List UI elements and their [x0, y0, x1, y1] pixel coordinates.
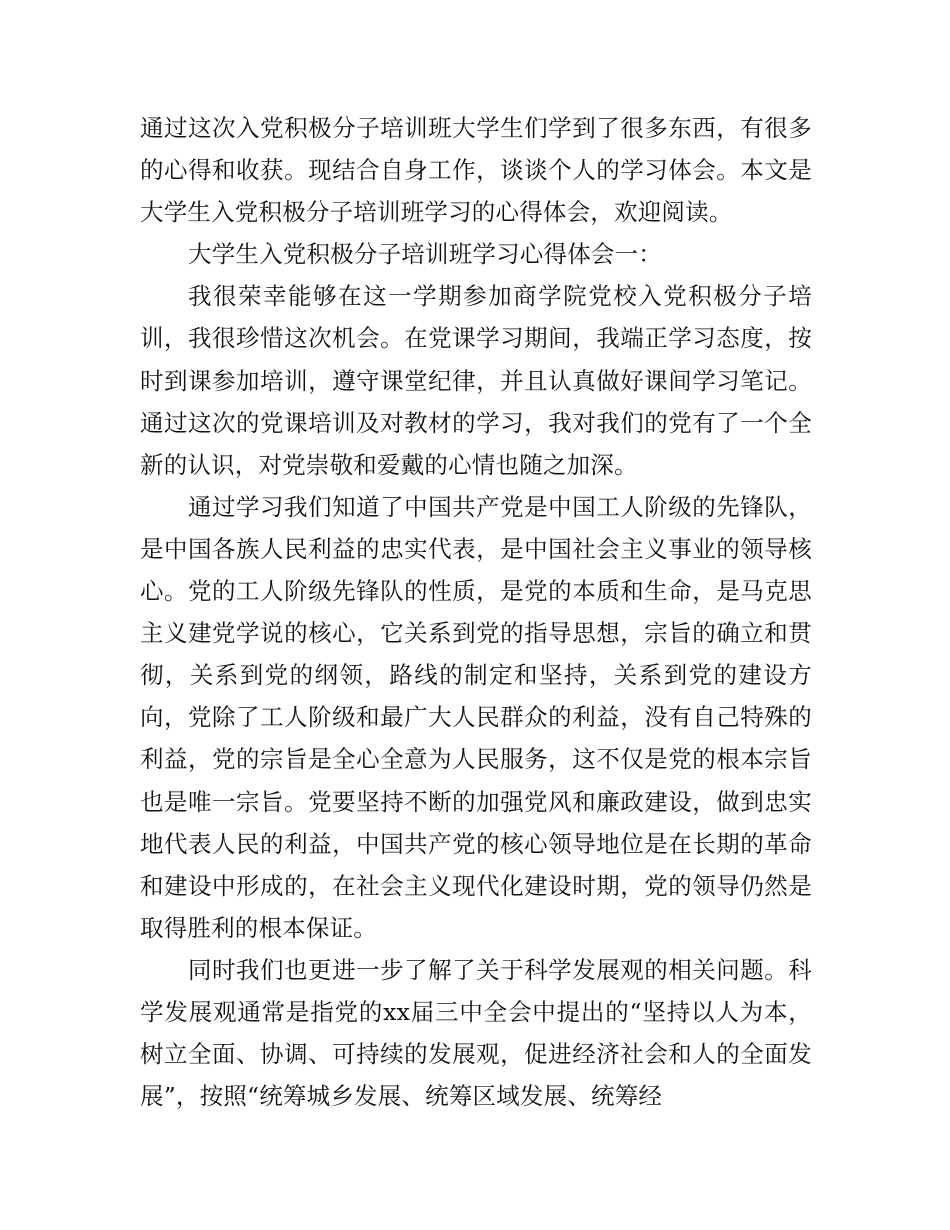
body-paragraph-2: 通过学习我们知道了中国共产党是中国工人阶级的先锋队，是中国各族人民利益的忠实代表，是中国社会主义事业的领导核心。党的工人阶级先锋队的性质，是党的本质和生命，是马克思主义建党学说的核心，它关系到党的指导思想，宗旨的确立和贯彻，关系到党的纲领，路线的制定和坚持，关系到党的建设方向，党除了工人阶级和最广大人民群众的利益，没有自己特殊的利益，党的宗旨是全心全意为人民服务，这不仅是党的根本宗旨也是唯一宗旨。党要坚持不断的加强党风和廉政建设，做到忠实地代表人民的利益，中国共产党的核心领导地位是在长期的革命和建设中形成的，在社会主义现代化建设时期，党的领导仍然是取得胜利的根本保证。: [140, 492, 812, 942]
intro-paragraph: 通过这次入党积极分子培训班大学生们学到了很多东西，有很多的心得和收获。现结合自身工作，谈谈个人的学习体会。本文是大学生入党积极分子培训班学习的心得体会，欢迎阅读。: [140, 114, 812, 227]
body-paragraph-1: 我很荣幸能够在这一学期参加商学院党校入党积极分子培训，我很珍惜这次机会。在党课学习期间，我端正学习态度，按时到课参加培训，遵守课堂纪律，并且认真做好课间学习笔记。通过这次的党课培训及对教材的学习，我对我们的党有了一个全新的认识，对党崇敬和爱戴的心情也随之加深。: [140, 282, 812, 479]
body-paragraph-3: 同时我们也更进一步了解了关于科学发展观的相关问题。科学发展观通常是指党的xx届三中全会中提出的“坚持以人为本，树立全面、协调、可持续的发展观，促进经济社会和人的全面发展”，按照“统筹城乡发展、统筹区域发展、统筹经: [140, 955, 812, 1111]
section-heading: 大学生入党积极分子培训班学习心得体会一：: [188, 240, 662, 269]
document-page: [140, 107, 812, 1117]
